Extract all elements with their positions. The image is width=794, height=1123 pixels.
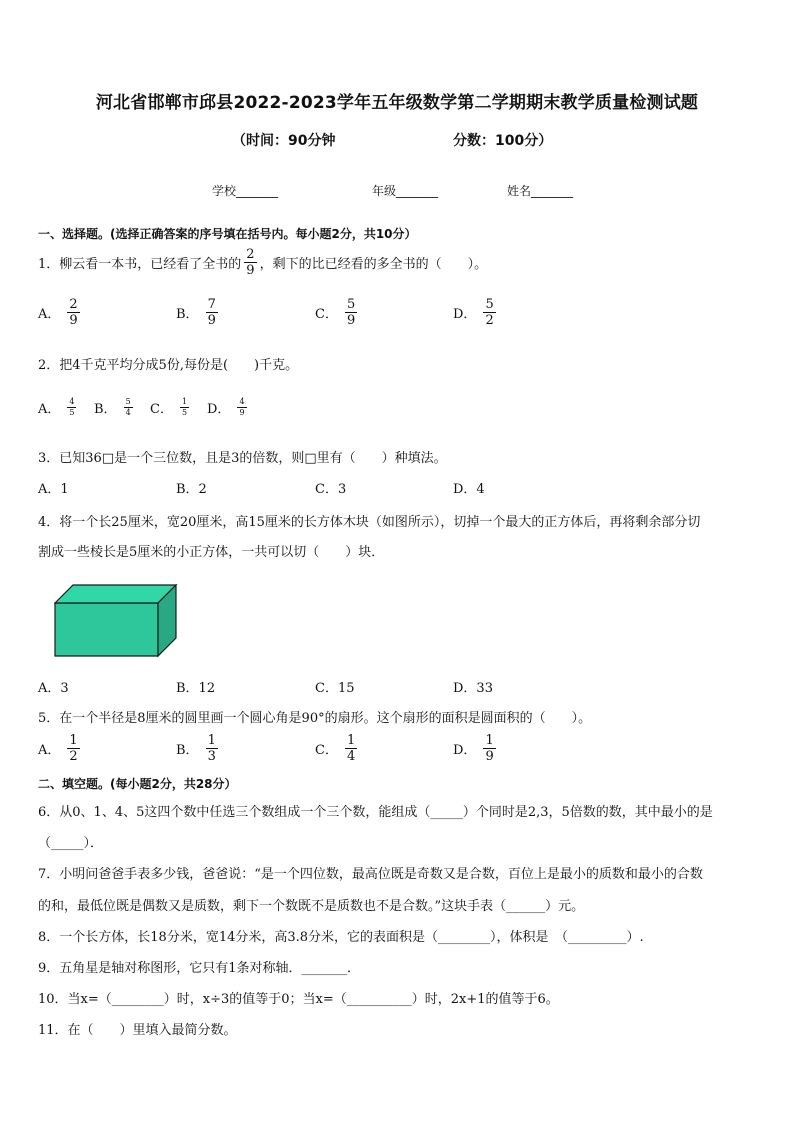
- question-7-line-1: 7．小明问爸爸手表多少钱，爸爸说：“是一个四位数，最高位既是奇数又是合数，百位上是最小的质数和最小的合数: [38, 867, 703, 882]
- q1-option-a: A． $\frac{2}{9}$: [38, 297, 78, 328]
- section-fill-heading: 二、填空题。(每小题2分，共28分）: [38, 777, 237, 791]
- question-1-text-post: ，剩下的比已经看的多全书的（ ）。: [259, 257, 488, 272]
- grade-field: 年级_______: [372, 184, 439, 198]
- name-field: 姓名_______: [507, 184, 574, 198]
- question-1: [38, 248, 487, 277]
- q5-option-b: B． $\frac{1}{3}$: [176, 733, 216, 764]
- page-title: 河北省邯郸市邱县2022-2023学年五年级数学第二学期期末教学质量检测试题: [95, 93, 699, 113]
- q3-option-d: D．4: [453, 482, 485, 497]
- exam-score: 分数：100分）: [453, 133, 553, 149]
- exam-time: （时间：90分钟: [232, 133, 336, 149]
- q1-option-c: C． $\frac{5}{9}$: [315, 297, 356, 328]
- question-6-line-2: （_____）．: [38, 836, 104, 851]
- q3-option-c: C．3: [315, 482, 347, 497]
- question-1-fraction: $\frac{2}{9}$: [246, 247, 255, 278]
- question-1-text-pre: 1．柳云看一本书，已经看了全书的: [38, 257, 242, 272]
- question-11: 11．在（ ）里填入最简分数。: [38, 1023, 237, 1038]
- question-9: 9．五角星是轴对称图形，它只有1条对称轴．_______．: [38, 961, 361, 976]
- q4-option-d: D．33: [453, 681, 493, 696]
- question-2: 2．把4千克平均分成5份,每份是( )千克。: [38, 358, 299, 373]
- q3-option-a: A．1: [38, 482, 69, 497]
- q5-option-c: C． $\frac{1}{4}$: [315, 733, 356, 764]
- q2-option-b: B． $\frac{5}{4}$: [94, 397, 131, 417]
- q4-option-c: C．15: [315, 681, 355, 696]
- question-6-line-1: 6．从0、1、4、5这四个数中任选三个数组成一个三个数，能组成（_____）个同时是2,3，5倍数的数，其中最小的是: [38, 805, 713, 820]
- q1-option-d: D． $\frac{5}{2}$: [453, 297, 494, 328]
- question-3: 3．已知36□是一个三位数，且是3的倍数，则□里有（ ）种填法。: [38, 451, 447, 466]
- q5-option-d: D． $\frac{1}{9}$: [453, 733, 494, 764]
- q4-option-a: A．3: [38, 681, 69, 696]
- q2-option-a: A． $\frac{4}{5}$: [38, 397, 75, 417]
- question-7-line-2: 的和，最低位既是偶数又是质数，剩下一个数既不是质数也不是合数。”这块手表（______）元。: [38, 899, 585, 914]
- q2-option-c: C． $\frac{1}{5}$: [150, 397, 188, 417]
- question-5: 5．在一个半径是8厘米的圆里画一个圆心角是90°的扇形。这个扇形的面积是圆面积的（ ）。: [38, 711, 592, 726]
- question-4-line-2: 割成一些棱长是5厘米的小正方体，一共可以切（ ）块．: [38, 545, 385, 560]
- question-4-line-1: 4．将一个长25厘米，宽20厘米，高15厘米的长方体木块（如图所示），切掉一个最大的正方体后，再将剩余部分切: [38, 515, 701, 530]
- section-choice-heading: 一、选择题。(选择正确答案的序号填在括号内。每小题2分，共10分）: [38, 227, 417, 241]
- q1-option-b: B． $\frac{7}{9}$: [176, 297, 216, 328]
- q2-option-d: D． $\frac{4}{9}$: [207, 397, 245, 417]
- q5-option-a: A． $\frac{1}{2}$: [38, 733, 78, 764]
- q4-option-b: B．12: [176, 681, 216, 696]
- q3-option-b: B．2: [176, 482, 207, 497]
- school-field: 学校_______: [212, 184, 279, 198]
- question-8: 8．一个长方体，长18分米，宽14分米，高3.8分米，它的表面积是（________），体积是 （_________）.: [38, 930, 644, 945]
- cuboid-figure: [54, 584, 178, 658]
- question-10: 10．当x=（________）时，x÷3的值等于0；当x=（__________）时，2x+1的值等于6。: [38, 992, 559, 1007]
